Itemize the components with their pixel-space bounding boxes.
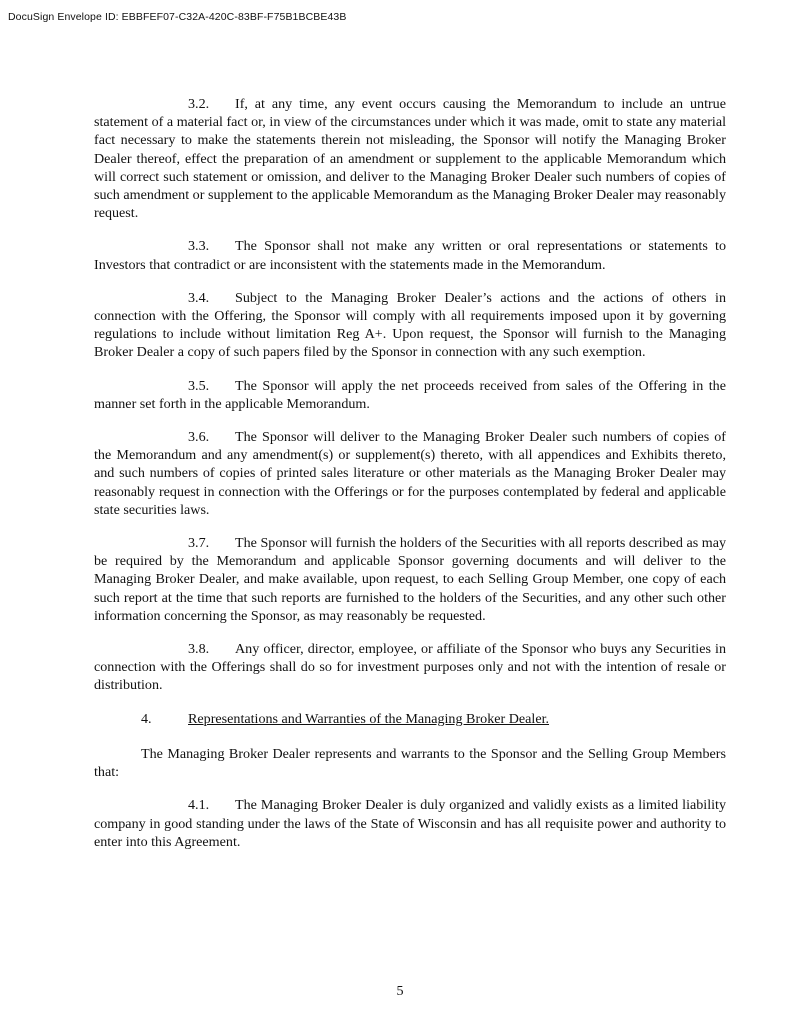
section-3-5 bbox=[94, 377, 726, 413]
section-text: The Sponsor will furnish the holders of the Securities with all reports described as may be required by the Memorandum and applicable Sponsor governing documents and will deliver to the Managing Broker Dealer, and make available, upon request, to each Selling Group Member, one copy of each such report at the time that such reports are furnished to the holders of the Securities, and any other such other information concerning the Sponsor, as may reasonably be requested. bbox=[94, 535, 726, 624]
section-text: The Sponsor will apply the net proceeds received from sales of the Offering in the manner set forth in the applicable Memorandum. bbox=[94, 377, 726, 412]
section-text: Any officer, director, employee, or affiliate of the Sponsor who buys any Securities in connection with the Offerings shall do so for investment purposes only and not with the intention of resale or distribution. bbox=[94, 641, 726, 694]
section-number: 3.6. bbox=[188, 429, 210, 446]
envelope-id: DocuSign Envelope ID: EBBFEF07-C32A-420C-83BF-F75B1BCBE43B bbox=[8, 11, 347, 23]
section-4-intro bbox=[94, 745, 726, 781]
section-number: 3.4. bbox=[188, 289, 210, 306]
section-4-1 bbox=[94, 796, 726, 851]
heading-title: Representations and Warranties of the Managing Broker Dealer. bbox=[188, 710, 550, 727]
section-3-3 bbox=[94, 237, 726, 273]
page-number: 5 bbox=[396, 983, 404, 999]
section-3-2 bbox=[94, 95, 726, 222]
intro-text: The Managing Broker Dealer represents and warrants to the Sponsor and the Selling Group Members that: bbox=[94, 745, 726, 781]
section-3-7 bbox=[94, 534, 726, 625]
document-body bbox=[94, 95, 726, 866]
section-text: The Sponsor shall not make any written or oral representations or statements to Investors that contradict or are inconsistent with the statements made in the Memorandum. bbox=[94, 238, 726, 273]
section-text: Subject to the Managing Broker Dealer’s actions and the actions of others in connection with the Offering, the Sponsor will comply with all requirements imposed upon it by governing regulations to include without limitation Reg A+. Upon request, the Sponsor will furnish to the Managing Broker Dealer a copy of such papers filed by the Sponsor in connection with any such exemption. bbox=[94, 289, 726, 361]
section-3-8 bbox=[94, 640, 726, 695]
section-3-6 bbox=[94, 428, 726, 519]
section-text: The Sponsor will deliver to the Managing Broker Dealer such numbers of copies of the Memorandum and any amendment(s) or supplement(s) thereto, with all appendices and Exhibits thereto, and such numbers of copies of printed sales literature or other materials as the Managing Broker Dealer may reasonably request in connection with the Offerings or for the purposes contemplated by federal and applicable state securities laws. bbox=[94, 429, 726, 518]
section-number: 4.1. bbox=[188, 797, 210, 814]
section-number: 3.7. bbox=[188, 535, 210, 552]
section-number: 3.5. bbox=[188, 377, 210, 394]
section-text: The Managing Broker Dealer is duly organized and validly exists as a limited liability company in good standing under the laws of the State of Wisconsin and has all requisite power and authority to enter into this Agreement. bbox=[94, 797, 726, 850]
section-number: 3.8. bbox=[188, 641, 210, 658]
heading-number: 4. bbox=[141, 710, 152, 727]
section-3-4 bbox=[94, 289, 726, 362]
section-number: 3.3. bbox=[188, 238, 210, 255]
section-text: If, at any time, any event occurs causing the Memorandum to include an untrue statement of a material fact or, in view of the circumstances under which it was made, omit to state any material fact necessary to make the statements therein not misleading, the Sponsor will notify the Managing Broker Dealer thereof, effect the preparation of an amendment or supplement to the applicable Memorandum which will correct such statement or omission, and deliver to the Managing Broker Dealer such numbers of copies of such amendment or supplement to the applicable Memorandum as the Managing Broker Dealer may reasonably request. bbox=[94, 96, 726, 222]
section-number: 3.2. bbox=[188, 96, 210, 112]
section-4-heading bbox=[94, 710, 726, 728]
